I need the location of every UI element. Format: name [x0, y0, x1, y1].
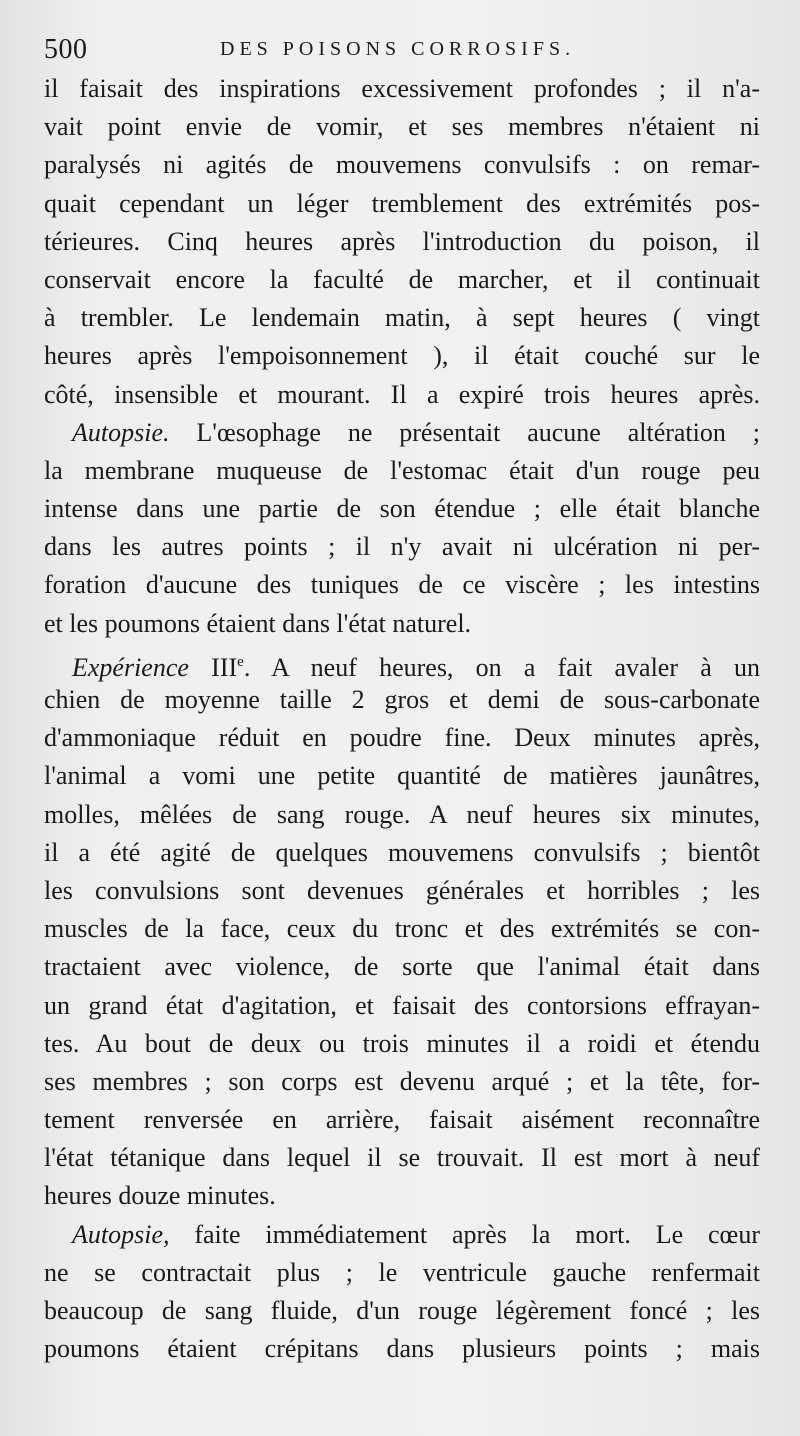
text-line: un grand état d'agitation, et faisait des contorsions effrayan-: [44, 990, 760, 1020]
roman-numeral: III: [188, 652, 238, 682]
text-line: dans les autres points ; il n'y avait ni ulcération ni per-: [44, 532, 760, 562]
text-line: intense dans une partie de son étendue ; elle était blanche: [44, 494, 760, 524]
text-line: la membrane muqueuse de l'estomac était d'un rouge peu: [44, 455, 760, 485]
text-line: tement renversée en arrière, faisait aisément reconnaître: [44, 1105, 760, 1135]
text-line: vait point envie de vomir, et ses membres n'étaient ni: [44, 112, 760, 142]
section-label-italic: Autopsie,: [72, 1219, 170, 1249]
text-run: . A neuf heures, on a fait avaler à un: [243, 652, 760, 682]
text-line: conservait encore la faculté de marcher, et il continuait: [44, 264, 760, 294]
paragraph-start-experience: [44, 643, 760, 681]
text-line: paralysés ni agités de mouvemens convulsifs : on remar-: [44, 150, 760, 180]
text-run: L'œsophage ne présentait aucune altération ;: [169, 417, 760, 447]
text-line: et les poumons étaient dans l'état naturel.: [44, 608, 472, 638]
text-line: quait cependant un léger tremblement des extrémités pos-: [44, 188, 760, 218]
paragraph-start-autopsie: [44, 414, 760, 452]
superscript: e: [237, 653, 244, 670]
text-line: heures douze minutes.: [44, 1181, 276, 1211]
text-line: poumons étaient crépitans dans plusieurs points ; mais: [44, 1334, 760, 1364]
section-label-italic: Autopsie.: [72, 417, 170, 447]
text-line: les convulsions sont devenues générales et horribles ; les: [44, 875, 760, 905]
text-line: tractaient avec violence, de sorte que l'animal était dans: [44, 952, 760, 982]
text-line: chien de moyenne taille 2 gros et demi de sous-carbonate: [44, 685, 760, 714]
text-line: côté, insensible et mourant. Il a expiré trois heures après.: [44, 379, 760, 409]
section-label-italic: Expérience: [72, 652, 189, 682]
text-run: faite immédiatement après la mort. Le cœur: [169, 1219, 760, 1249]
text-line: d'ammoniaque réduit en poudre fine. Deux minutes après,: [44, 723, 760, 753]
text-line: tes. Au bout de deux ou trois minutes il a roidi et étendu: [44, 1028, 760, 1058]
page-number: 500: [44, 34, 88, 65]
body-text: [44, 70, 760, 1368]
running-title: DES POISONS CORROSIFS.: [220, 38, 576, 60]
text-line: il a été agité de quelques mouvemens convulsifs ; bientôt: [44, 837, 760, 867]
text-line: l'état tétanique dans lequel il se trouvait. Il est mort à neuf: [44, 1143, 760, 1173]
text-line: heures après l'empoisonnement ), il était couché sur le: [44, 341, 760, 371]
text-line: muscles de la face, ceux du tronc et des extrémités se con-: [44, 914, 760, 944]
text-line: molles, mêlées de sang rouge. A neuf heures six minutes,: [44, 799, 760, 829]
text-line: ses membres ; son corps est devenu arqué ; et la tête, for-: [44, 1066, 760, 1096]
text-line: l'animal a vomi une petite quantité de matières jaunâtres,: [44, 761, 760, 791]
text-line: beaucoup de sang fluide, d'un rouge légèrement foncé ; les: [44, 1296, 760, 1325]
paragraph-start-autopsie: [44, 1216, 760, 1254]
page-header: [44, 34, 770, 70]
text-line: térieures. Cinq heures après l'introduction du poison, il: [44, 226, 760, 256]
text-line: il faisait des inspirations excessivement profondes ; il n'a-: [44, 74, 760, 103]
text-line: à trembler. Le lendemain matin, à sept heures ( vingt: [44, 303, 760, 333]
text-line: ne se contractait plus ; le ventricule gauche renfermait: [44, 1257, 760, 1287]
text-line: foration d'aucune des tuniques de ce viscère ; les intestins: [44, 570, 760, 600]
